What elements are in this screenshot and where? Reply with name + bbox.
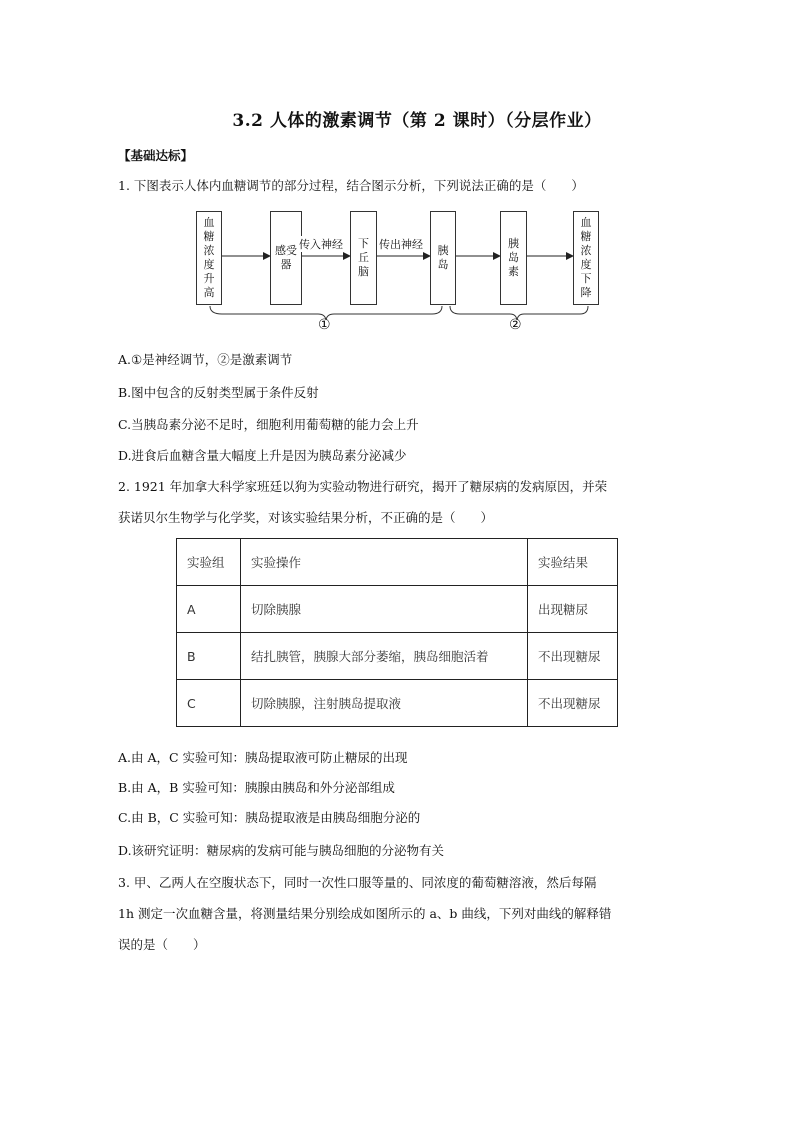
- box-receptor: 感受器: [270, 211, 302, 305]
- section-heading: 【基础达标】: [118, 148, 194, 163]
- table-cell: 不出现糖尿: [528, 680, 618, 727]
- q2-stem-line1: 2. 1921 年加拿大科学家班廷以狗为实验动物进行研究，揭开了糖尿病的发病原因，并荣: [118, 479, 608, 494]
- experiment-table: [176, 538, 618, 727]
- table-header-row: [177, 539, 618, 586]
- table-cell: 切除胰腺: [241, 586, 528, 633]
- table-cell: 不出现糖尿: [528, 633, 618, 680]
- box-insulin: 胰岛素: [500, 211, 527, 305]
- table-cell: 切除胰腺，注射胰岛提取液: [241, 680, 528, 727]
- table-cell: 结扎胰管，胰腺大部分萎缩，胰岛细胞活着: [241, 633, 528, 680]
- q3-line1: 3. 甲、乙两人在空腹状态下，同时一次性口服等量的、同浓度的葡萄糖溶液，然后每隔: [118, 875, 597, 890]
- page-title: 3.2 人体的激素调节（第 2 课时）（分层作业）: [232, 111, 602, 131]
- brace-label-1: ①: [318, 317, 331, 333]
- q2-option-b: B.由 A，B 实验可知：胰腺由胰岛和外分泌部组成: [118, 780, 395, 795]
- q1-option-d: D.进食后血糖含量大幅度上升是因为胰岛素分泌减少: [118, 448, 407, 463]
- box-hypothalamus: 下丘脑: [350, 211, 377, 305]
- table-row: [177, 680, 618, 727]
- q1-option-c: C.当胰岛素分泌不足时，细胞利用葡萄糖的能力会上升: [118, 417, 419, 432]
- table-row: [177, 586, 618, 633]
- arrow-label-afferent: 传入神经: [299, 238, 343, 251]
- q1-option-a: A.①是神经调节，②是激素调节: [118, 352, 293, 367]
- q1-stem: 1. 下图表示人体内血糖调节的部分过程，结合图示分析，下列说法正确的是（ ）: [118, 178, 584, 193]
- arrow-label-efferent: 传出神经: [379, 238, 423, 251]
- box-pancreatic-islet: 胰岛: [430, 211, 456, 305]
- q1-option-b: B.图中包含的反射类型属于条件反射: [118, 385, 319, 400]
- table-cell: C: [177, 680, 241, 727]
- table-header-cell: 实验结果: [528, 539, 618, 586]
- brace-label-2: ②: [509, 317, 522, 333]
- q2-option-d: D.该研究证明：糖尿病的发病可能与胰岛细胞的分泌物有关: [118, 843, 445, 858]
- box-blood-sugar-drop: 血糖浓度下降: [573, 211, 599, 305]
- table-header-cell: 实验组: [177, 539, 241, 586]
- q2-stem-line2: 获诺贝尔生物学与化学奖，对该实验结果分析，不正确的是（ ）: [118, 510, 494, 525]
- q2-option-c: C.由 B，C 实验可知：胰岛提取液是由胰岛细胞分泌的: [118, 810, 421, 825]
- table-cell: A: [177, 586, 241, 633]
- table-header-cell: 实验操作: [241, 539, 528, 586]
- diagram-arrows: [0, 0, 794, 345]
- table-cell: 出现糖尿: [528, 586, 618, 633]
- q3-line2: 1h 测定一次血糖含量，将测量结果分别绘成如图所示的 a、b 曲线，下列对曲线的解释错: [118, 906, 612, 921]
- table-row: [177, 633, 618, 680]
- q2-option-a: A.由 A，C 实验可知：胰岛提取液可防止糖尿的出现: [118, 750, 408, 765]
- q3-line3: 误的是（ ）: [118, 937, 206, 952]
- box-blood-sugar-rise: 血糖浓度升高: [196, 211, 222, 305]
- table-cell: B: [177, 633, 241, 680]
